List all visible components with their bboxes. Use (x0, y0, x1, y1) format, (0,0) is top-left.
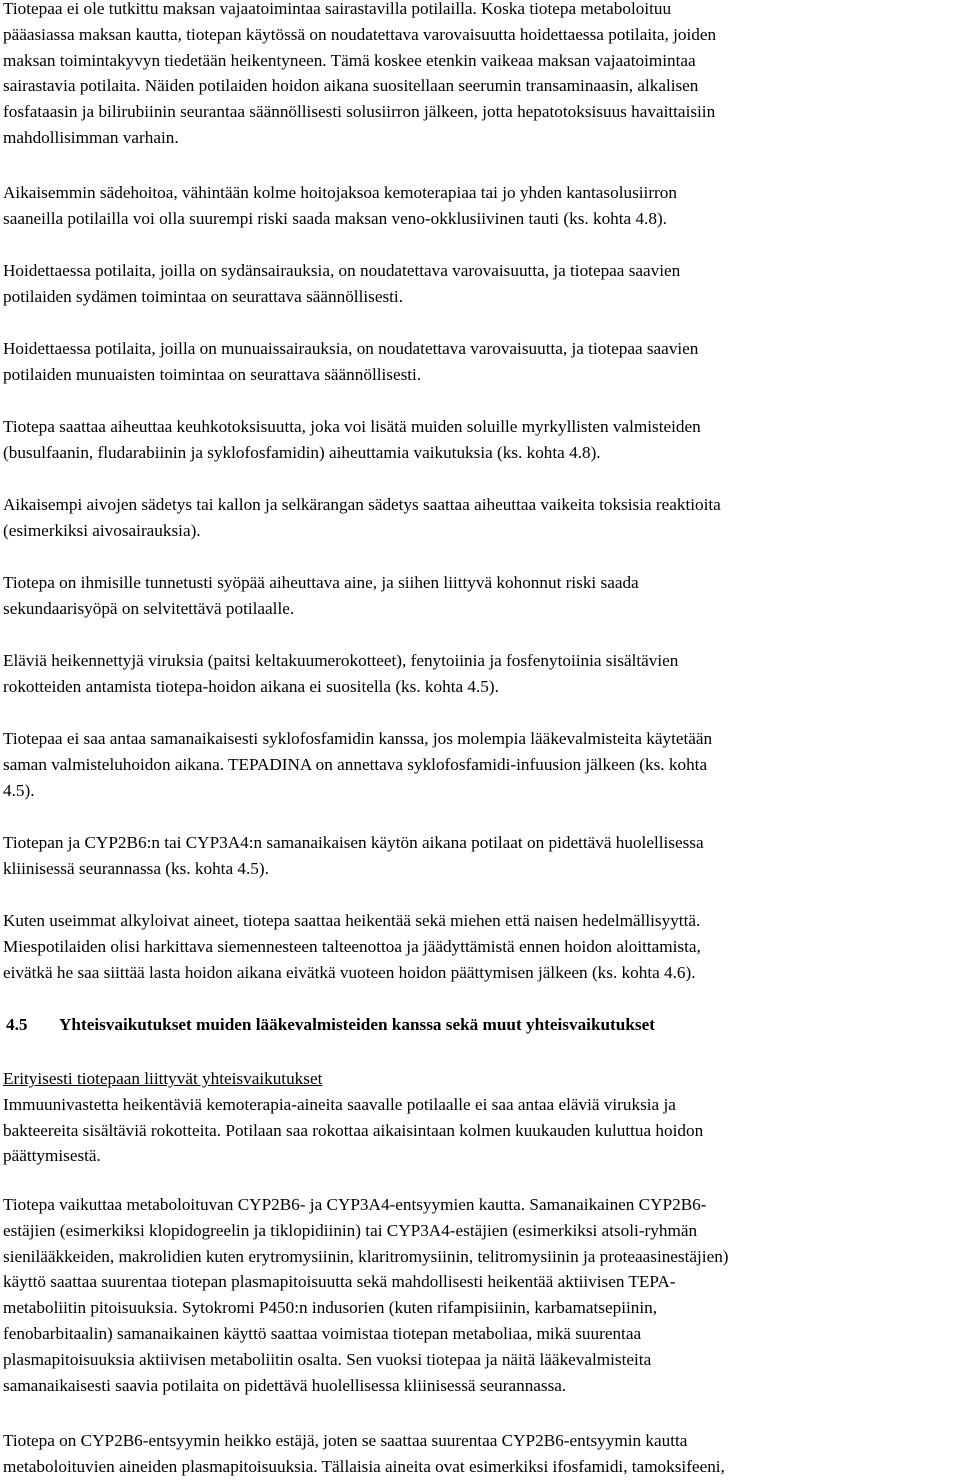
paragraph-kidney-disease: Hoidettaessa potilaita, joilla on munuaissairauksia, on noudatettava varovaisuutta, ja tiotepaa saavien potilaiden munuaisten toimintaa on seurattava säännöllisesti. (3, 339, 699, 384)
paragraph-liver-impairment: Tiotepaa ei ole tutkittu maksan vajaatoimintaa sairastavilla potilailla. Koska tiotepa metaboloituu pääasiassa maksan kautta, tiotepan käytössä on noudatettava varovaisuutta hoidettaessa potilaita, joiden maksan toimintakyvyn tiedetään heikentyneen. Tämä koskee etenkin vaikeaa maksan vajaatoimintaa sairastavia potilaita. Näiden potilaiden hoidon aikana suositellaan seerumin transaminaasin, alkalisen fosfataasin ja bilirubiinin seurantaa säännöllisesti solusiirron jälkeen, jotta hepatotoksisuus havaittaisiin mahdollisimman varhain. (3, 0, 717, 147)
paragraph-brain-irradiation: Aikaisempi aivojen sädetys tai kallon ja selkärangan sädetys saattaa aiheuttaa vaikeita toksisia reaktioita (esimerkiksi aivosairauksia). (3, 495, 721, 540)
section-heading (3, 1012, 655, 1038)
section-title: Yhteisvaikutukset muiden lääkevalmisteiden kanssa sekä muut yhteisvaikutukset (59, 1015, 655, 1034)
paragraph-fertility: Kuten useimmat alkyloivat aineet, tiotepa saattaa heikentää sekä miehen että naisen hedelmällisyyttä. Miespotilaiden olisi harkittava siemennesteen talteenottoa ja jäädyttämistä ennen hoidon aloittamista, eivätkä he saa siittää lasta hoidon aikana eivätkä vuoteen hoidon päättymisen jälkeen (ks. kohta 4.6). (3, 911, 701, 982)
paragraph-prior-radiotherapy: Aikaisemmin sädehoitoa, vähintään kolme hoitojaksoa kemoterapiaa tai jo yhden kantasolusiirron saaneilla potilailla voi olla suurempi riski saada maksan veno-okklusiivinen tauti (ks. kohta 4.8). (3, 183, 677, 228)
paragraph-cyclophosphamide: Tiotepaa ei saa antaa samanaikaisesti syklofosfamidin kanssa, jos molempia lääkevalmisteita käytetään saman valmisteluhoidon aikana. TEPADINA on annettava syklofosfamidi-infuusion jälkeen (ks. kohta 4.5). (3, 729, 713, 800)
subsection-block (3, 1066, 703, 1169)
section-number: 4.5 (6, 1015, 28, 1034)
paragraph-lung-toxicity: Tiotepa saattaa aiheuttaa keuhkotoksisuutta, joka voi lisätä muiden soluille myrkyllisten valmisteiden (busulfaanin, fludarabiinin ja syklofosfamidin) aiheuttamia vaikutuksia (ks. kohta 4.8). (3, 417, 701, 462)
paragraph-cyp2b6-inhibitor: Tiotepa on CYP2B6-entsyymin heikko estäjä, joten se saattaa suurentaa CYP2B6-entsyymin kautta metaboloituvien aineiden plasmapitoisuuksia. Tällaisia aineita ovat esimerkiksi ifosfamidi, tamoksifeeni, (3, 1431, 725, 1476)
paragraph-cyp-metabolism: Tiotepa vaikuttaa metaboloituvan CYP2B6- ja CYP3A4-entsyymien kautta. Samanaikainen CYP2B6- estäjien (esimerkiksi klopidogreelin ja tiklopidiinin) tai CYP3A4-estäjien (esimerkiksi atsoli-ryhmän sienilääkkeiden, makrolidien kuten erytromysiinin, klaritromysiinin, telitromysiinin ja proteaasinestäjien) käyttö saattaa suurentaa tiotepan plasmapitoisuutta sekä mahdollisesti heikentää aktiivisen TEPA- metaboliitin pitoisuuksia. Sytokromi P450:n indusorien (kuten rifampisiinin, karbamatsepiinin, fenobarbitaalin) samanaikainen käyttö saattaa voimistaa tiotepan metaboliaa, mikä suurentaa plasmapitoisuuksia aktiivisen metaboliitin osalta. Sen vuoksi tiotepaa ja näitä lääkevalmisteita samanaikaisesti saavia potilaita on pidettävä huolellisessa kliinisessä seurannassa. (3, 1195, 729, 1395)
paragraph-carcinogenic: Tiotepa on ihmisille tunnetusti syöpää aiheuttava aine, ja siihen liittyvä kohonnut riski saada sekundaarisyöpä on selvitettävä potilaalle. (3, 573, 639, 618)
paragraph-cyp-monitoring: Tiotepan ja CYP2B6:n tai CYP3A4:n samanaikaisen käytön aikana potilaat on pidettävä huolellisessa kliinisessä seurannassa (ks. kohta 4.5). (3, 833, 704, 878)
paragraph-heart-disease: Hoidettaessa potilaita, joilla on sydänsairauksia, on noudatettava varovaisuutta, ja tiotepaa saavien potilaiden sydämen toimintaa on seurattava säännöllisesti. (3, 261, 681, 306)
subsection-title: Erityisesti tiotepaan liittyvät yhteisvaikutukset (3, 1069, 323, 1088)
paragraph-immunosuppressive-vaccines: Immuunivastetta heikentäviä kemoterapia-aineita saavalle potilaalle ei saa antaa eläviä viruksia ja bakteereita sisältäviä rokotteita. Potilaan saa rokottaa aikaisintaan kolmen kuukauden kuluttua hoidon päättymisestä. (3, 1094, 704, 1166)
paragraph-live-vaccines: Eläviä heikennettyjä viruksia (paitsi keltakuumerokotteet), fenytoiinia ja fosfenytoiinia sisältävien rokotteiden antamista tiotepa-hoidon aikana ei suositella (ks. kohta 4.5). (3, 651, 679, 696)
